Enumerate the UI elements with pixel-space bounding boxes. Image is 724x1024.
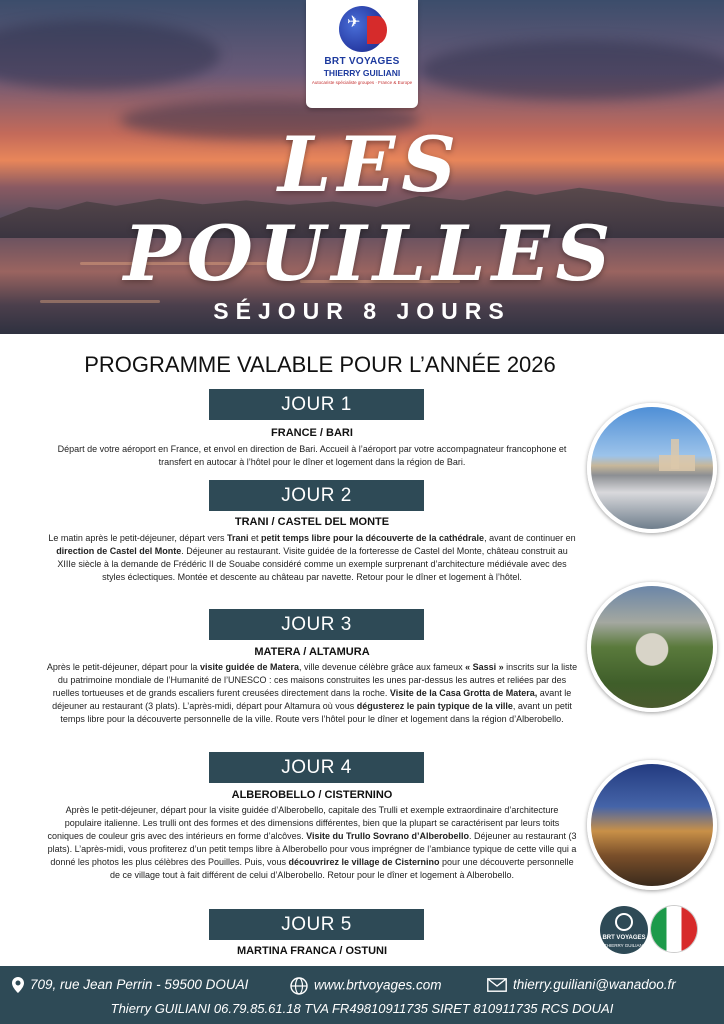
day-banner-1: JOUR 1 xyxy=(209,389,424,420)
day-title-2: TRANI / CASTEL DEL MONTE xyxy=(234,516,390,528)
brand-badge xyxy=(600,906,648,954)
castel-del-monte-photo xyxy=(587,582,717,712)
airplane-icon: ✈ xyxy=(347,14,361,31)
globe-icon xyxy=(290,977,308,995)
day-banner-2: JOUR 2 xyxy=(209,480,424,511)
day-banner-4: JOUR 4 xyxy=(209,752,424,783)
footer-address-text: 709, rue Jean Perrin - 59500 DOUAI xyxy=(30,977,249,992)
footer xyxy=(0,966,724,1024)
day-banner-3: JOUR 3 xyxy=(209,609,424,640)
day-text-1: Départ de votre aéroport en France, et envol en direction de Bari. Accueil à l’aéroport par votre accompagnateur francophone et transfert en autocar à l’hôtel pour le dîner et logement dans la région de Bari. xyxy=(57,444,567,467)
hero-title: LES POUILLES xyxy=(123,120,617,298)
day-title-4: ALBEROBELLO / CISTERNINO xyxy=(231,789,393,801)
day-text-3: Après le petit-déjeuner, départ pour la visite guidée de Matera, ville devenue célèbre grâce aux fameux « Sassi » inscrits sur la liste du patrimoine mondiale de l’Humanité de l’UNESCO : ces maisons construites les unes par-dessus les autres et reliées par des ruelles tortueuses et de grands escaliers furent creusées directement dans la roche. Visite de la Casa Grotta de Matera, avant le déjeuner au restaurant (3 plats). L’après-midi, départ pour Altamura où vous dégusterez le pain typique de la ville, avant un petit temps libre pour la découverte personnelle de la ville. Route vers l’hôtel pour le dîner et logement dans la région d’Alberobello. xyxy=(46,662,578,724)
matera-photo xyxy=(587,760,717,890)
sky-cloud xyxy=(420,40,724,100)
envelope-icon xyxy=(487,978,507,992)
day-title-3: MATERA / ALTAMURA xyxy=(254,646,370,658)
brand-name: BRT VOYAGES xyxy=(324,56,400,67)
day-text-4: Après le petit-déjeuner, départ pour la visite guidée d’Alberobello, capitale des Trulli et exemple extraordinaire d’architecture populaire italienne. Les trulli ont des formes et des dimensions différentes, bien que la plupart se caractérisent par leurs toits coniques de couleur gris avec des intérieurs en forme d’alcôves. Visite du Trullo Sovrano d’Alberobello. Déjeuner au restaurant (3 plats). L’après-midi, vous profiterez d’un petit temps libre à Alberobello pour vous imprégner de l’ambiance typique de cette ville qui a donné les photos les plus célèbres des Pouilles. Puis, vous découvrirez le village de Cisternino pour une découverte personnelle de ce village tout à fait différent de celui d’Alberobello. Retour pour le dîner et logement à Alberobello. xyxy=(47,805,577,880)
footer-address xyxy=(12,977,248,993)
sky-cloud xyxy=(0,20,220,90)
badge-line-2: THIERRY GUILIANI xyxy=(603,943,645,948)
globe-icon xyxy=(615,913,633,931)
day-text-2: Le matin après le petit-déjeuner, départ vers Trani et petit temps libre pour la découverte de la cathédrale, avant de continuer en direction de Castel del Monte. Déjeuner au restaurant. Visite guidée de la forteresse de Castel del Monte, château construit au XIIIe siècle à la demande de Frédéric II de Souabe considéré comme un exemple surprenant d’architecture médiévale avec des styles éclectiques. Montée et descente au château par navette. Retour pour le dîner et logement à l’hôtel. xyxy=(48,533,576,582)
program-title: PROGRAMME VALABLE POUR L’ANNÉE 2026 xyxy=(84,352,556,377)
hero-subtitle: SÉJOUR 8 JOURS xyxy=(213,298,511,324)
day-title-1: FRANCE / BARI xyxy=(271,427,353,439)
brand-logo[interactable] xyxy=(306,0,418,108)
footer-email[interactable] xyxy=(487,977,676,992)
trani-photo xyxy=(587,403,717,533)
footer-legal: Thierry GUILIANI 06.79.85.61.18 TVA FR49810911735 SIRET 810911735 RCS DOUAI xyxy=(110,1001,614,1016)
hero-banner xyxy=(0,0,724,334)
location-pin-icon xyxy=(12,977,24,993)
globe-icon xyxy=(339,6,385,52)
day-banner-5: JOUR 5 xyxy=(209,909,424,940)
footer-website-text[interactable]: www.brtvoyages.com xyxy=(314,977,442,993)
brand-tagline: Autocariste spécialiste groupes · France & Europe xyxy=(311,80,413,85)
italy-flag-icon xyxy=(651,906,697,952)
badge-line-1: BRT VOYAGES xyxy=(602,935,646,941)
footer-website[interactable] xyxy=(290,977,442,995)
day-title-5: MARTINA FRANCA / OSTUNI xyxy=(236,945,388,957)
brand-owner: THIERRY GUILIANI xyxy=(323,68,401,78)
footer-email-text[interactable]: thierry.guiliani@wanadoo.fr xyxy=(513,977,676,992)
